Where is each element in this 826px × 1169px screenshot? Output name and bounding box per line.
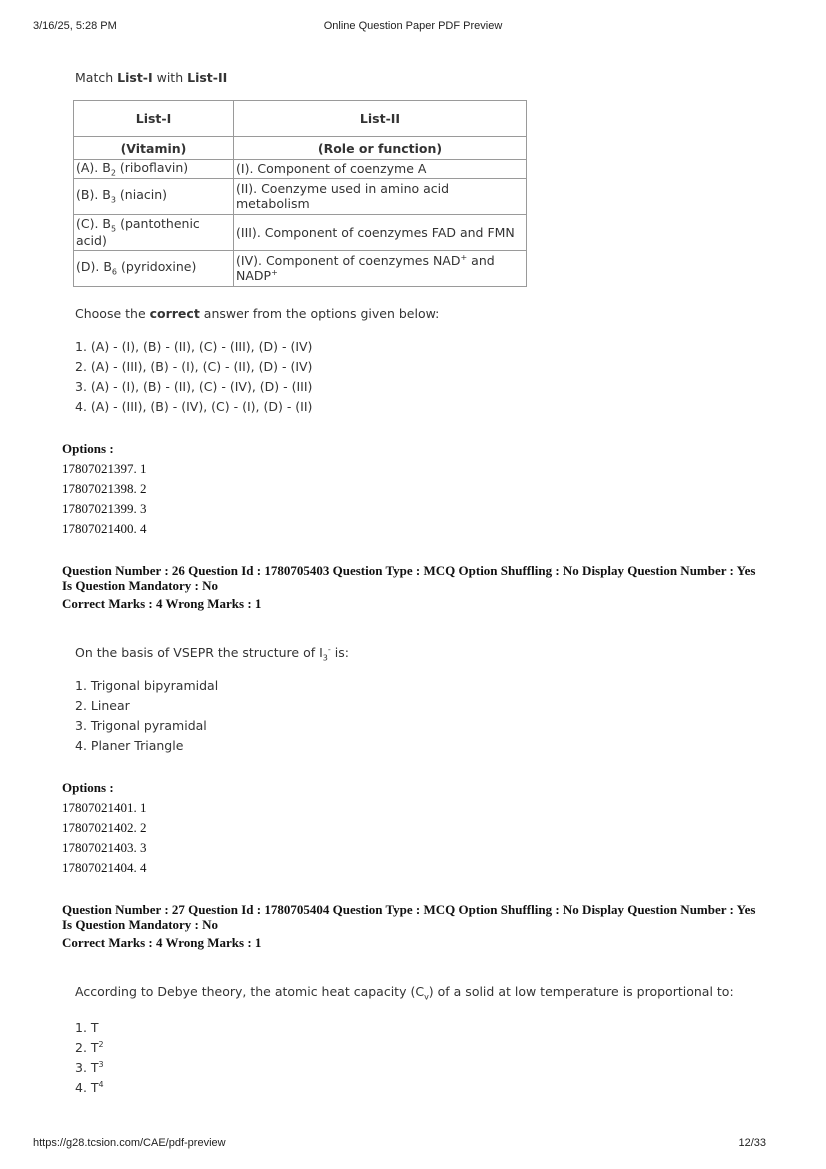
table-row — [74, 178, 527, 214]
list-item: 4. Planer Triangle — [75, 738, 184, 753]
q26-question-text: On the basis of VSEPR the structure of $I_3^-$ is: — [75, 645, 349, 663]
option-id: 17807021404. 4 — [62, 860, 147, 875]
list-item: 4. (A) - (III), (B) - (IV), (C) - (I), (D) - (II) — [75, 399, 313, 414]
q27-meta-line2: Is Question Mandatory : No — [62, 917, 219, 932]
list-item: 4. $T^4$ — [75, 1080, 104, 1096]
col2-subheader: (Role or function) — [234, 137, 527, 160]
q26-choice-list — [75, 676, 218, 756]
list-item: 1. T — [75, 1020, 99, 1036]
q27-meta — [62, 902, 782, 950]
intro-list2: List-II — [187, 70, 228, 85]
col1-header: List-I — [74, 101, 234, 137]
table-header-row — [74, 101, 527, 137]
table-subheader-row — [74, 137, 527, 160]
option-id: 17807021397. 1 — [62, 461, 147, 476]
option-id: 17807021403. 3 — [62, 840, 147, 855]
col2-header: List-II — [234, 101, 527, 137]
option-id: 17807021401. 1 — [62, 800, 147, 815]
print-datetime: 3/16/25, 5:28 PM — [33, 20, 117, 32]
q25-options — [62, 439, 147, 539]
intro-list1: List-I — [117, 70, 153, 85]
list1-cell: (D). $B_6$ (pyridoxine) — [74, 250, 234, 286]
options-label: Options : — [62, 441, 114, 456]
q27-question-text: According to Debye theory, the atomic heat capacity $(C_v)$ of a solid at low temperature is proportional to: — [75, 984, 734, 1002]
col1-subheader: (Vitamin) — [74, 137, 234, 160]
q25-choice-list — [75, 337, 312, 417]
choose-instruction: Choose the correct answer from the options given below: — [75, 306, 440, 321]
intro-mid: with — [152, 70, 188, 85]
table-row — [74, 250, 527, 286]
page-title: Online Question Paper PDF Preview — [323, 20, 503, 32]
q27-choice-list — [75, 1015, 104, 1095]
q26-meta — [62, 563, 782, 611]
option-id: 17807021402. 2 — [62, 820, 147, 835]
list1-cell: (A). $B_2$ (riboflavin) — [74, 160, 234, 179]
list2-cell: (IV). Component of coenzymes NAD+ and NADP+ — [234, 250, 527, 286]
q26-options — [62, 778, 147, 878]
list1-cell: (B). $B_3$ (niacin) — [74, 178, 234, 214]
list-item: 2. (A) - (III), (B) - (I), (C) - (II), (D) - (IV) — [75, 359, 313, 374]
table-row — [74, 160, 527, 179]
list2-cell: (III). Component of coenzymes FAD and FMN — [234, 214, 527, 250]
list-item: 3. (A) - (I), (B) - (II), (C) - (IV), (D) - (III) — [75, 379, 313, 394]
list-item: 3. $T^3$ — [75, 1060, 104, 1076]
option-id: 17807021398. 2 — [62, 481, 147, 496]
q27-meta-line3: Correct Marks : 4 Wrong Marks : 1 — [62, 935, 262, 950]
footer-url: https://g28.tcsion.com/CAE/pdf-preview — [33, 1137, 226, 1149]
match-instruction — [75, 70, 227, 85]
list1-cell: (C). $B_5$ (pantothenic acid) — [74, 214, 234, 250]
list2-cell: (I). Component of coenzyme A — [234, 160, 527, 179]
list-item: 1. Trigonal bipyramidal — [75, 678, 219, 693]
options-label: Options : — [62, 780, 114, 795]
list-item: 1. (A) - (I), (B) - (II), (C) - (III), (D) - (IV) — [75, 339, 313, 354]
q26-meta-line1: Question Number : 26 Question Id : 1780705403 Question Type : MCQ Option Shuffling : No Display Question Number : Yes — [62, 563, 756, 578]
page-number: 12/33 — [738, 1137, 766, 1149]
list-item: 3. Trigonal pyramidal — [75, 718, 207, 733]
list-item: 2. Linear — [75, 698, 130, 713]
table-row — [74, 214, 527, 250]
intro-prefix: Match — [75, 70, 118, 85]
match-table — [73, 100, 527, 287]
option-id: 17807021399. 3 — [62, 501, 147, 516]
q26-meta-line2: Is Question Mandatory : No — [62, 578, 219, 593]
list2-cell: (II). Coenzyme used in amino acid metabolism — [234, 178, 527, 214]
q26-meta-line3: Correct Marks : 4 Wrong Marks : 1 — [62, 596, 262, 611]
q27-meta-line1: Question Number : 27 Question Id : 1780705404 Question Type : MCQ Option Shuffling : No Display Question Number : Yes — [62, 902, 756, 917]
list-item: 2. $T^2$ — [75, 1040, 104, 1056]
option-id: 17807021400. 4 — [62, 521, 147, 536]
